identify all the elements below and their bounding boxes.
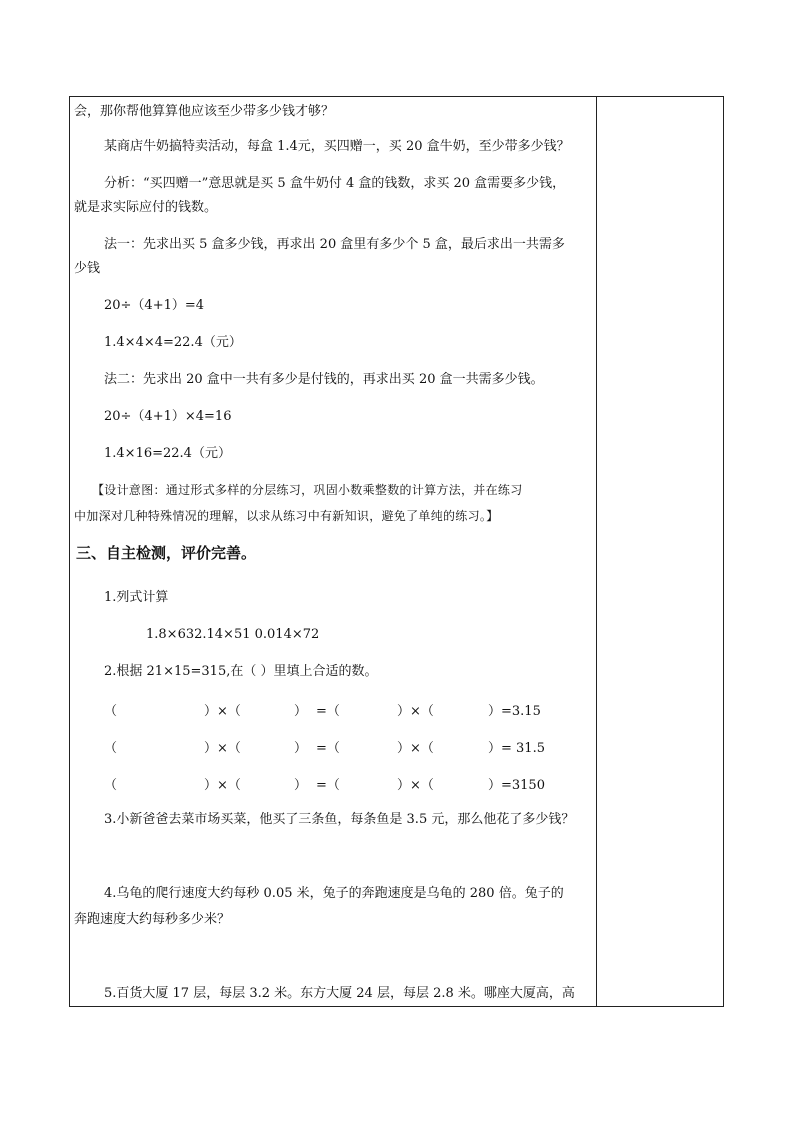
equals-paren: =（ (316, 778, 340, 793)
question-2: 2.根据 21×15=315,在（ ）里填上合适的数。 (104, 664, 378, 679)
paren-times: ）×（ (204, 778, 241, 793)
column-divider (596, 96, 597, 1007)
fill-blank-row (104, 700, 574, 718)
analysis-line-2: 就是求实际应付的钱数。 (74, 200, 218, 215)
question-3: 3.小新爸爸去菜市场买菜，他买了三条鱼，每条鱼是 3.5 元，那么他花了多少钱？ (104, 812, 575, 827)
fill-blank-row (104, 774, 574, 792)
paren-open: （ (104, 778, 118, 793)
text-line: 会，那你帮他算算他应该至少带多少钱才够？ (74, 104, 335, 119)
equation-3: 20÷（4+1）×4=16 (104, 409, 232, 424)
paren-times: ）×（ (204, 741, 241, 756)
paren-close: ） (294, 704, 308, 719)
fill-blank-row (104, 737, 574, 755)
question-4-line-2: 奔跑速度大约每秒多少米？ (74, 912, 231, 927)
main-column (74, 96, 594, 1007)
problem-statement: 某商店牛奶搞特卖活动，每盒 1.4元，买四赠一，买 20 盒牛奶，至少带多少钱？ (104, 139, 570, 154)
equation-1: 20÷（4+1）=4 (104, 298, 205, 313)
equals-paren: =（ (316, 741, 340, 756)
section-heading: 三、自主检测，评价完善。 (76, 544, 257, 562)
paren-open: （ (104, 704, 118, 719)
paren-open: （ (104, 741, 118, 756)
design-note-line-1: 【设计意图：通过形式多样的分层练习，巩固小数乘整数的计算方法，并在练习 (92, 483, 523, 497)
design-note-line-2: 中加深对几种特殊情况的理解，以求从练习中有新知识，避免了单纯的练习。】 (74, 509, 499, 523)
question-1: 1.列式计算 (104, 590, 169, 605)
paren-times: ）×（ (204, 704, 241, 719)
question-5: 5.百货大厦 17 层，每层 3.2 米。东方大厦 24 层，每层 2.8 米。哪座大厦高，高 (104, 986, 575, 1001)
paren-result: ）= 31.5 (488, 741, 545, 756)
method-one-line-1: 法一：先求出买 5 盒多少钱，再求出 20 盒里有多少个 5 盒，最后求出一共需多 (104, 237, 565, 252)
analysis-line-1: 分析：“买四赠一”意思就是买 5 盒牛奶付 4 盒的钱数，求买 20 盒需要多少钱， (104, 176, 566, 191)
paren-result: ）=3150 (488, 778, 545, 793)
method-one-line-2: 少钱 (74, 261, 101, 276)
equals-paren: =（ (316, 704, 340, 719)
question-1-items: 1.8×632.14×51 0.014×72 (146, 627, 320, 642)
paren-times: ）×（ (397, 778, 434, 793)
question-4-line-1: 4.乌龟的爬行速度大约每秒 0.05 米，兔子的奔跑速度是乌龟的 280 倍。兔子的 (104, 886, 564, 901)
method-two-line: 法二：先求出 20 盒中一共有多少是付钱的，再求出买 20 盒一共需多少钱。 (104, 372, 544, 387)
paren-times: ）×（ (397, 741, 434, 756)
paren-times: ）×（ (397, 704, 434, 719)
paren-result: ）=3.15 (488, 704, 541, 719)
paren-close: ） (294, 778, 308, 793)
paren-close: ） (294, 741, 308, 756)
equation-2: 1.4×4×4=22.4（元） (104, 335, 242, 350)
equation-4: 1.4×16=22.4（元） (104, 446, 231, 461)
